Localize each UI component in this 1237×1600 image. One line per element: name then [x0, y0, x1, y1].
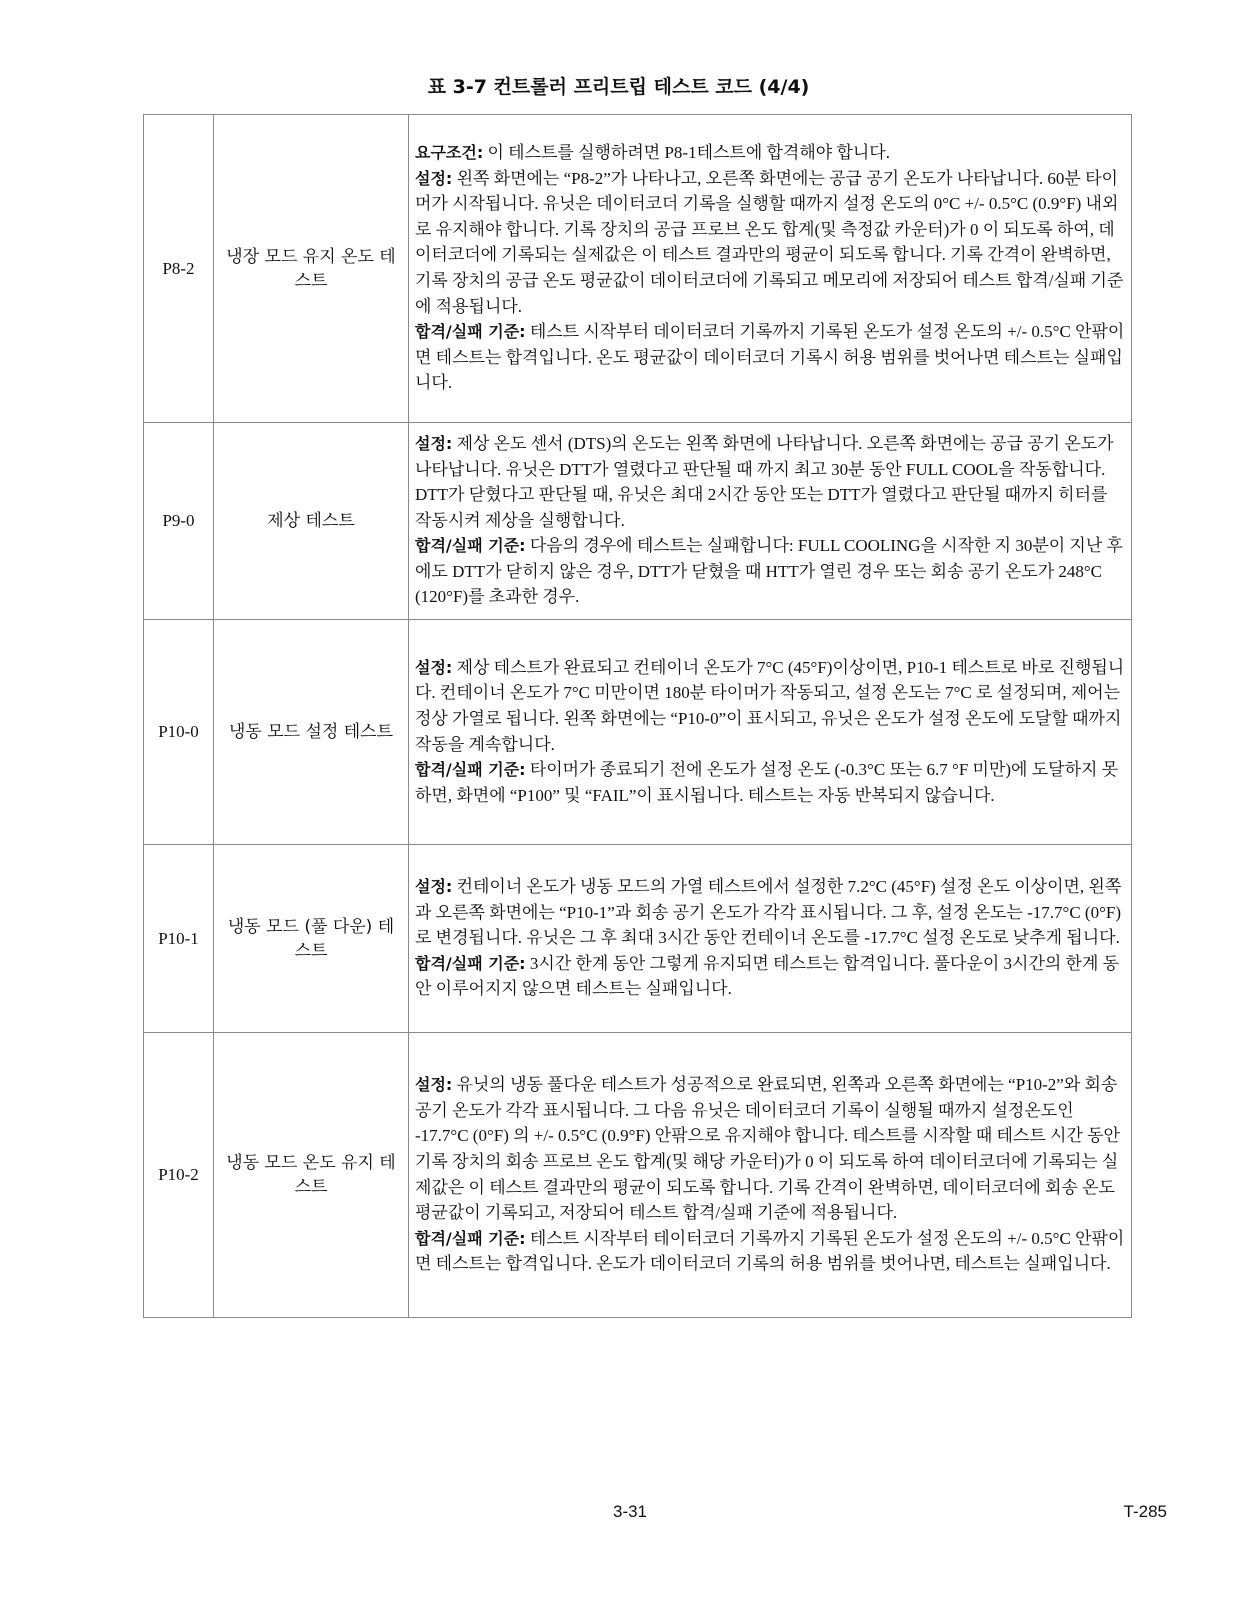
pass-fail-paragraph: [415, 533, 1125, 610]
pass-fail-paragraph: [415, 951, 1125, 1002]
test-name: 냉장 모드 유지 온도 테스트: [214, 115, 409, 423]
setup-label: 설정:: [415, 168, 453, 188]
setup-label: 설정:: [415, 433, 453, 453]
test-code: P10-1: [144, 845, 214, 1033]
table-row: [144, 1033, 1132, 1318]
setup-paragraph: [415, 431, 1125, 533]
test-name: 냉동 모드 설정 테스트: [214, 620, 409, 845]
setup-label: 설정:: [415, 657, 453, 677]
pass-fail-text: 3시간 한계 동안 그렇게 유지되면 테스트는 합격입니다. 풀다운이 3시간의 한계 동안 이루어지지 않으면 테스트는 실패입니다.: [415, 953, 1120, 999]
test-code: P8-2: [144, 115, 214, 423]
test-description: [409, 423, 1132, 620]
test-description: [409, 845, 1132, 1033]
pass-fail-label: 합격/실패 기준:: [415, 760, 526, 780]
test-description: [409, 1033, 1132, 1318]
pretrip-test-code-table: [143, 114, 1132, 1318]
setup-label: 설정:: [415, 877, 453, 897]
table-title: 표 3-7 컨트롤러 프리트립 테스트 코드 (4/4): [427, 76, 810, 98]
test-description: [409, 115, 1132, 423]
setup-text: 제상 온도 센서 (DTS)의 온도는 왼쪽 화면에 나타납니다. 오른쪽 화면에는 공급 공기 온도가 나타납니다. 유닛은 DTT가 열렸다고 판단될 때 까지 최고 30분 동안 FULL COOL을 작동합니다. DTT가 닫혔다고 판단될 때, 유닛은 최대 2시간 동안 또는 DTT가 열렸다고 판단될 때까지 히터를 작동시켜 제상을 실행합니다.: [415, 433, 1114, 530]
table-row: [144, 115, 1132, 423]
test-code: P10-0: [144, 620, 214, 845]
setup-paragraph: [415, 166, 1125, 320]
pass-fail-text: 테스트 시작부터 데이터코더 기록까지 기록된 온도가 설정 온도의 +/- 0.5°C 안팎이면 테스트는 합격입니다. 온도 평균값이 데이터코더 기록시 허용 범위를 벗어나면 테스트는 실패입니다.: [415, 322, 1125, 393]
pass-fail-paragraph: [415, 757, 1125, 808]
test-name: 냉동 모드 온도 유지 테스트: [214, 1033, 409, 1318]
setup-text: 유닛의 냉동 풀다운 테스트가 성공적으로 완료되면, 왼쪽과 오른쪽 화면에는 “P10-2”와 회송 공기 온도가 각각 표시됩니다. 그 다음 유닛은 데이터코더 기록이 실행될 때까지 설정온도인 -17.7°C (0°F) 의 +/- 0.5°C (0.9°F) 안팎으로 유지해야 합니다. 테스트를 시작할 때 테스트 시간 동안 기록 장치의 회송 프로브 온도 합계(및 해당 카운터)가 0 이 되도록 하여 데이터코더에 기록되는 실제값은 이 테스트 결과만의 평균이 되도록 합니다. 기록 간격이 완벽하면, 데이터코더에 회송 온도 평균값이 기록되고, 저장되어 테스트 합격/실패 기준에 적용됩니다.: [415, 1075, 1120, 1223]
setup-text: 컨테이너 온도가 냉동 모드의 가열 테스트에서 설정한 7.2°C (45°F) 설정 온도 이상이면, 왼쪽과 오른쪽 화면에는 “P10-1”과 회송 공기 온도가 각각 표시됩니다. 그 후, 설정 온도는 -17.7°C (0°F) 로 변경됩니다. 유닛은 그 후 최대 3시간 동안 컨테이너 온도를 -17.7°C 설정 온도로 낮추게 됩니다.: [415, 877, 1122, 948]
requirement-text: 이 테스트를 실행하려면 P8-1테스트에 합격해야 합니다.: [483, 143, 890, 163]
pass-fail-paragraph: [415, 1226, 1125, 1277]
test-code: P9-0: [144, 423, 214, 620]
requirement-label: 요구조건:: [415, 143, 484, 163]
pass-fail-text: 타이머가 종료되기 전에 온도가 설정 온도 (-0.3°C 또는 6.7 °F 미만)에 도달하지 못하면, 화면에 “P100” 및 “FAIL”이 표시됩니다. 테스트는 자동 반복되지 않습니다.: [415, 760, 1119, 805]
pass-fail-label: 합격/실패 기준:: [415, 1228, 526, 1248]
test-name: 제상 테스트: [214, 423, 409, 620]
table-row: [144, 423, 1132, 620]
setup-paragraph: [415, 655, 1125, 757]
setup-label: 설정:: [415, 1075, 453, 1095]
requirement-paragraph: [415, 140, 1125, 166]
pass-fail-label: 합격/실패 기준:: [415, 322, 526, 342]
setup-paragraph: [415, 874, 1125, 951]
setup-text: 제상 테스트가 완료되고 컨테이너 온도가 7°C (45°F)이상이면, P10-1 테스트로 바로 진행됩니다. 컨테이너 온도가 7°C 미만이면 180분 타이머가 작동되고, 설정 온도는 7°C 로 설정되며, 제어는 정상 가열로 됩니다. 왼쪽 화면에는 “P10-0”이 표시되고, 유닛은 온도가 설정 온도에 도달할 때까지 작동을 계속합니다.: [415, 657, 1125, 754]
page-number: 3-31: [612, 1502, 648, 1521]
setup-paragraph: [415, 1072, 1125, 1226]
test-code: P10-2: [144, 1033, 214, 1318]
table-row: [144, 620, 1132, 845]
pass-fail-paragraph: [415, 319, 1125, 396]
test-name: 냉동 모드 (풀 다운) 테스트: [214, 845, 409, 1033]
document-number: T-285: [1123, 1502, 1167, 1521]
pass-fail-text: 다음의 경우에 테스트는 실패합니다: FULL COOLING을 시작한 지 30분이 지난 후에도 DTT가 닫히지 않은 경우, DTT가 닫혔을 때 HTT가 열린 경우 또는 회송 공기 온도가 248°C (120°F)를 초과한 경우.: [415, 536, 1123, 607]
table-row: [144, 845, 1132, 1033]
test-description: [409, 620, 1132, 845]
pass-fail-label: 합격/실패 기준:: [415, 953, 526, 973]
pass-fail-text: 테스트 시작부터 테이터코더 기록까지 기록된 온도가 설정 온도의 +/- 0.5°C 안팎이면 테스트는 합격입니다. 온도가 데이터코더 기록의 허용 범위를 벗어나면, 테스트는 실패입니다.: [415, 1228, 1125, 1274]
setup-text: 왼쪽 화면에는 “P8-2”가 나타나고, 오른쪽 화면에는 공급 공기 온도가 나타납니다. 60분 타이머가 시작됩니다. 유닛은 데이터코더 기록을 실행할 때까지 설정 온도의 0°C +/- 0.5°C (0.9°F) 내외로 유지해야 합니다. 기록 장치의 공급 프로브 온도 합계(및 측정값 카운터)가 0 이 되도록 하여, 데이터코더에 기록되는 실제값은 이 테스트 결과만의 평균이 되도록 합니다. 기록 간격이 완벽하면, 기록 장치의 공급 온도 평균값이 데이터코더에 기록되고 메모리에 저장되어 테스트 합격/실패 기준에 적용됩니다.: [415, 168, 1124, 316]
pass-fail-label: 합격/실패 기준:: [415, 536, 526, 556]
